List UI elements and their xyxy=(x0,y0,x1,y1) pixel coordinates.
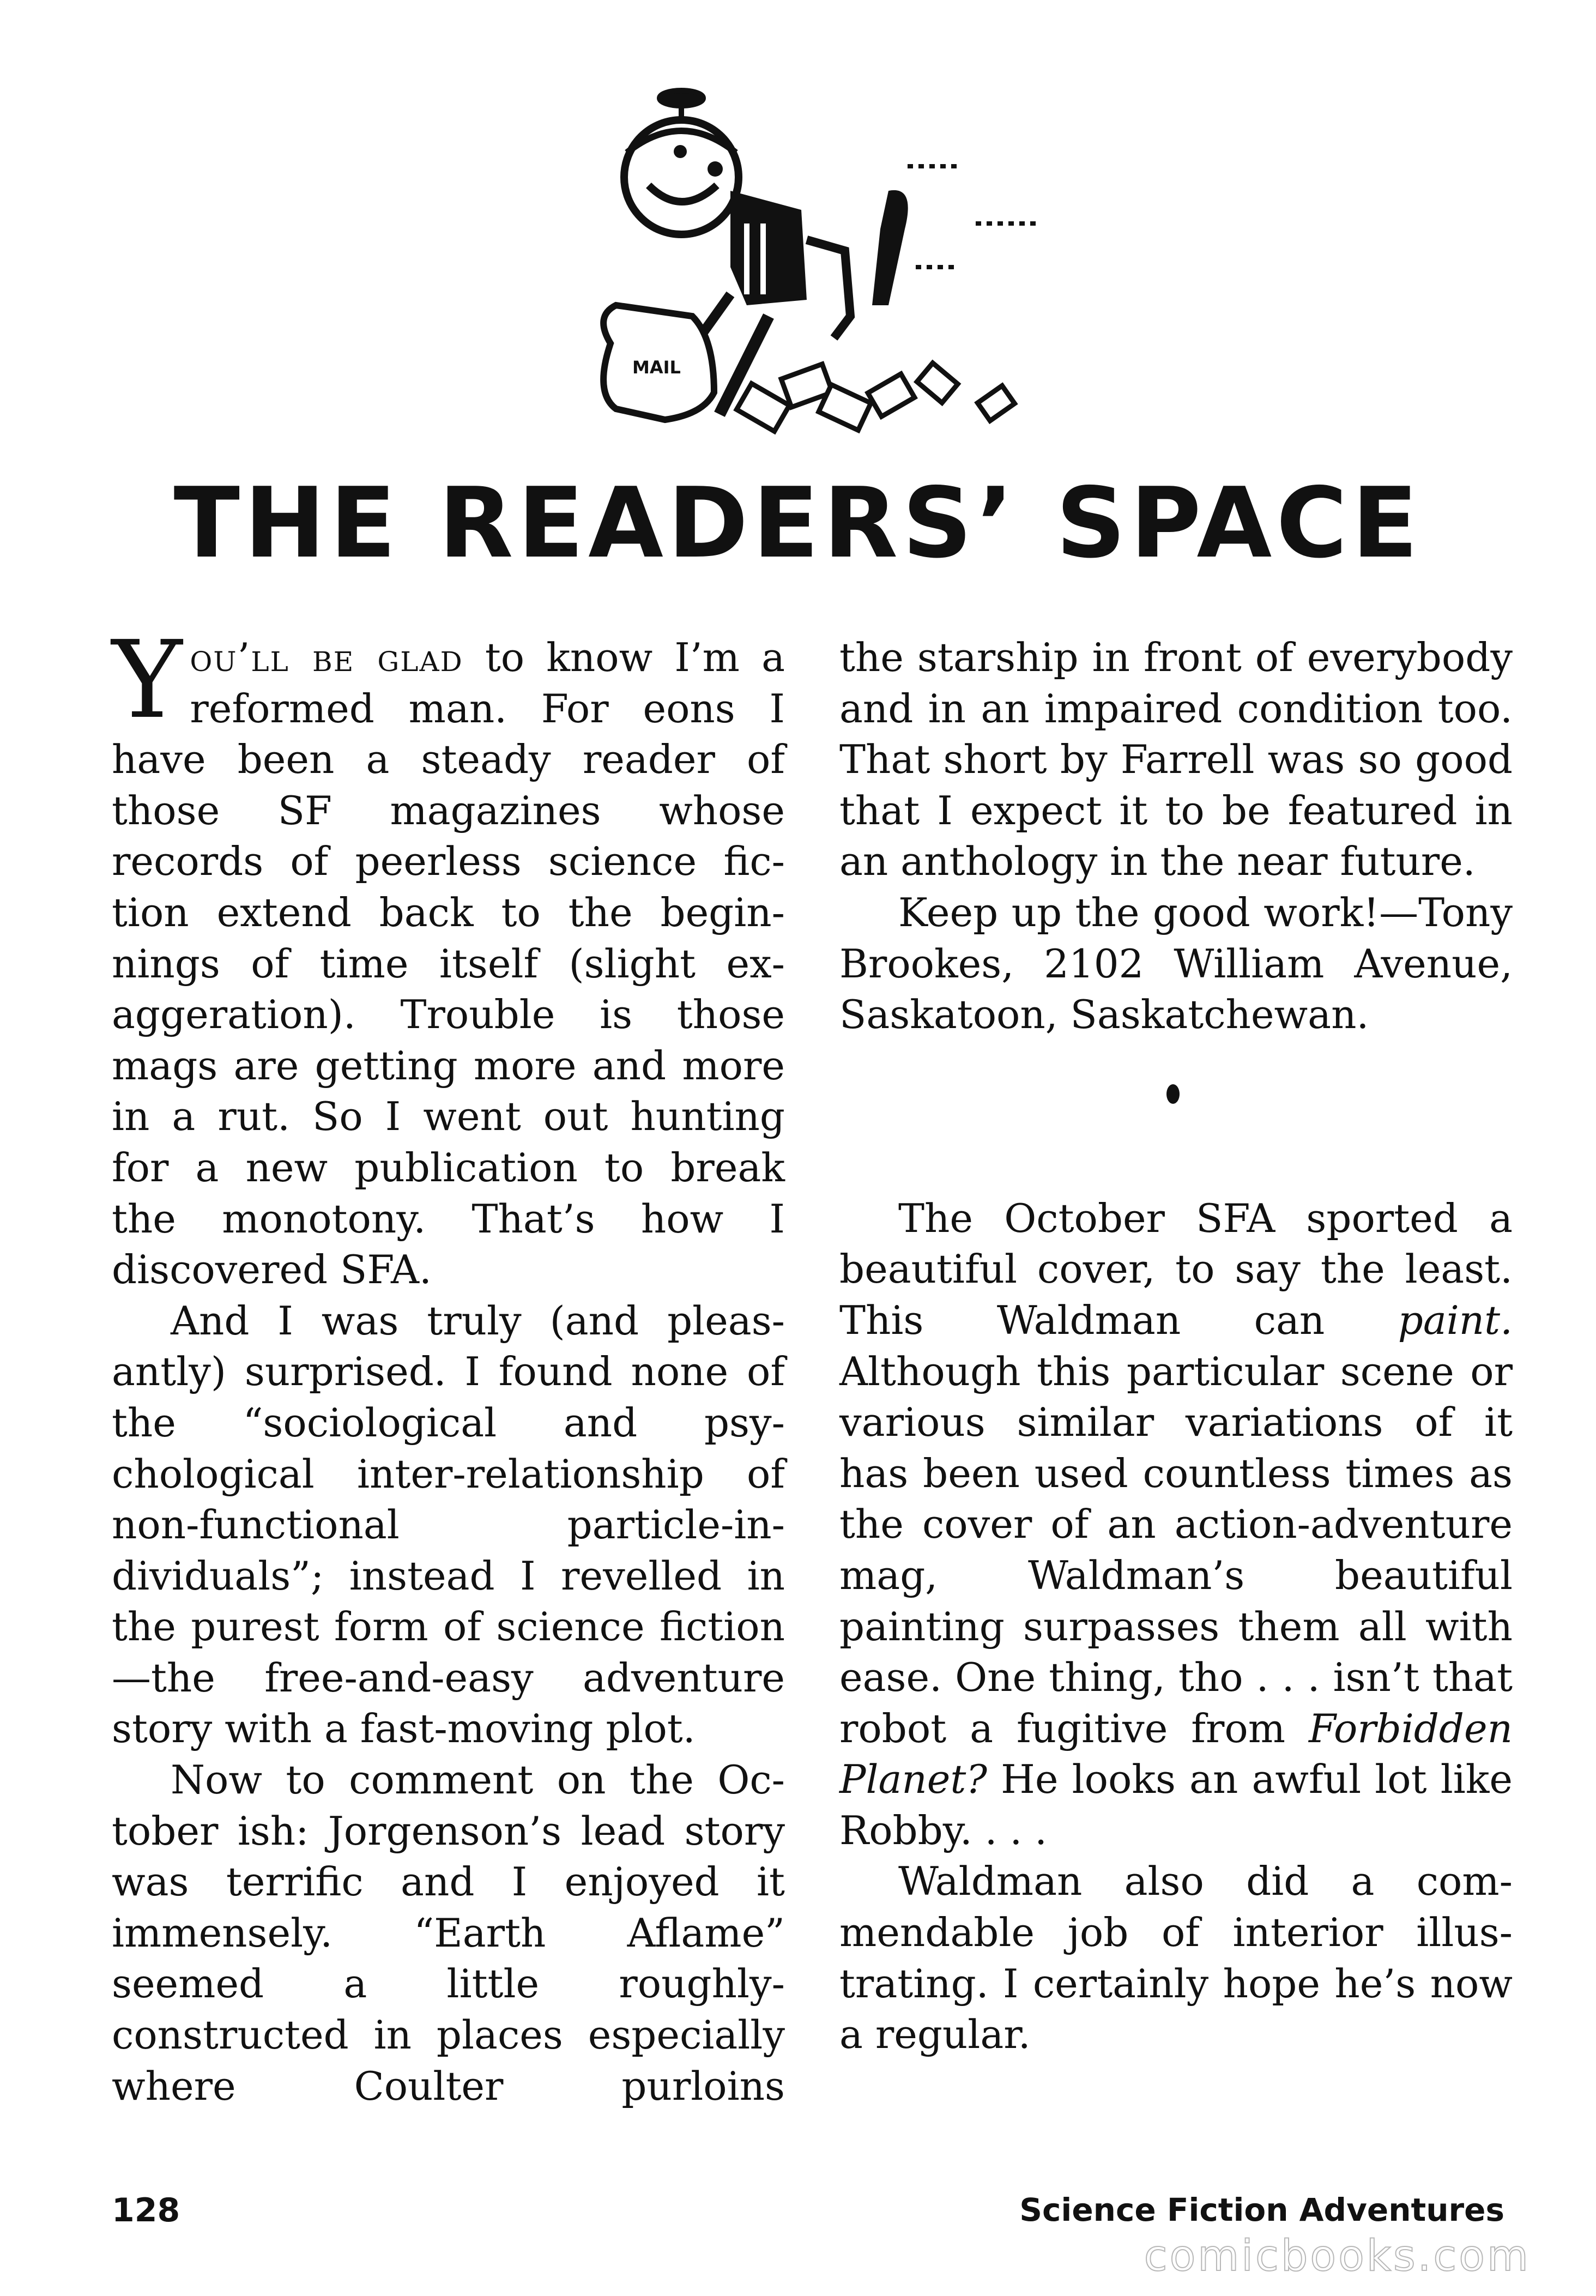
drop-cap: Y xyxy=(112,618,183,742)
letter-2-text-c: He looks an awful lot like Robby. . . . xyxy=(839,1756,1513,1853)
page-title: THE READERS’ SPACE xyxy=(173,467,1423,579)
motion-lines-icon xyxy=(894,166,1036,267)
column-right xyxy=(839,632,1513,2061)
letter-2-text-b: Although this particular scene or various similar variations of it has been used countless times as the cover of an action-adventure mag, Waldman’s beautiful painting surpasses them all with ease. One thing, tho . . . isn’t that robot a fugitive from xyxy=(839,1348,1513,1751)
column-left xyxy=(112,618,785,2112)
letter-1-paragraph-3-continued: the starship in front of everybody and in an impaired condition too. That short by Farrell was so good that I expect it to be featured in an anthology in the near future. xyxy=(839,635,1513,885)
watermark: comicbooks.com xyxy=(1144,2232,1531,2281)
letter-1-paragraph-1-text: to know I’m a reformed man. For eons I have been a steady reader of those SF magazines whose records of peerless science fiction extend back to the beginnings of time itself (slight exaggeration). Trouble is those mags are getting more and more in a rut. So I went out hunting for a new publication to break the monotony. That’s how I discovered SFA. xyxy=(112,635,785,1293)
emphasis-forbidden-planet: Forbidden Planet? xyxy=(839,1705,1513,1803)
mail-carrier-icon xyxy=(567,87,1068,469)
letter-2-text-a: The October SFA sported a beautiful cover, to say the least. This Waldman can xyxy=(839,1195,1513,1343)
magazine-name: Science Fiction Adventures xyxy=(1019,2191,1504,2228)
head-shape xyxy=(624,120,739,234)
letter-1-paragraph-1 xyxy=(112,618,785,1296)
mail-bag-label: MAIL xyxy=(632,357,681,378)
emphasis-paint: paint. xyxy=(1398,1297,1513,1343)
opening-small-caps: ou’ll be glad xyxy=(190,635,463,680)
letter-1-signoff: Keep up the good work!—Tony Brookes, 2102 William Avenue, Saskatoon, Saskatchewan. xyxy=(839,889,1513,1038)
letter-2-paragraph-1 xyxy=(839,1193,1513,1857)
envelopes-icon xyxy=(736,363,1014,431)
letter-1-paragraph-2: And I was truly (and pleasantly) surprised. I found none of the “sociological and psychological inter-relationship of non-functional particle-individuals”; instead I revelled in the purest form of science fiction—the free-and-easy adventure story with a fast-moving plot. xyxy=(112,1297,785,1752)
section-divider xyxy=(839,1041,1513,1193)
bullet-icon xyxy=(1166,1084,1180,1104)
page-number: 128 xyxy=(112,2191,180,2229)
letter-1-paragraph-3: Now to comment on the October ish: Jorgenson’s lead story was terrific and I enjoyed it immensely. “Earth Aflame” seemed a little roughly-constructed in places especially where Coulter purloins xyxy=(112,1757,785,2109)
letter-2-paragraph-2: Waldman also did a commendable job of interior illustrating. I certainly hope he’s now a regular. xyxy=(839,1858,1513,2058)
